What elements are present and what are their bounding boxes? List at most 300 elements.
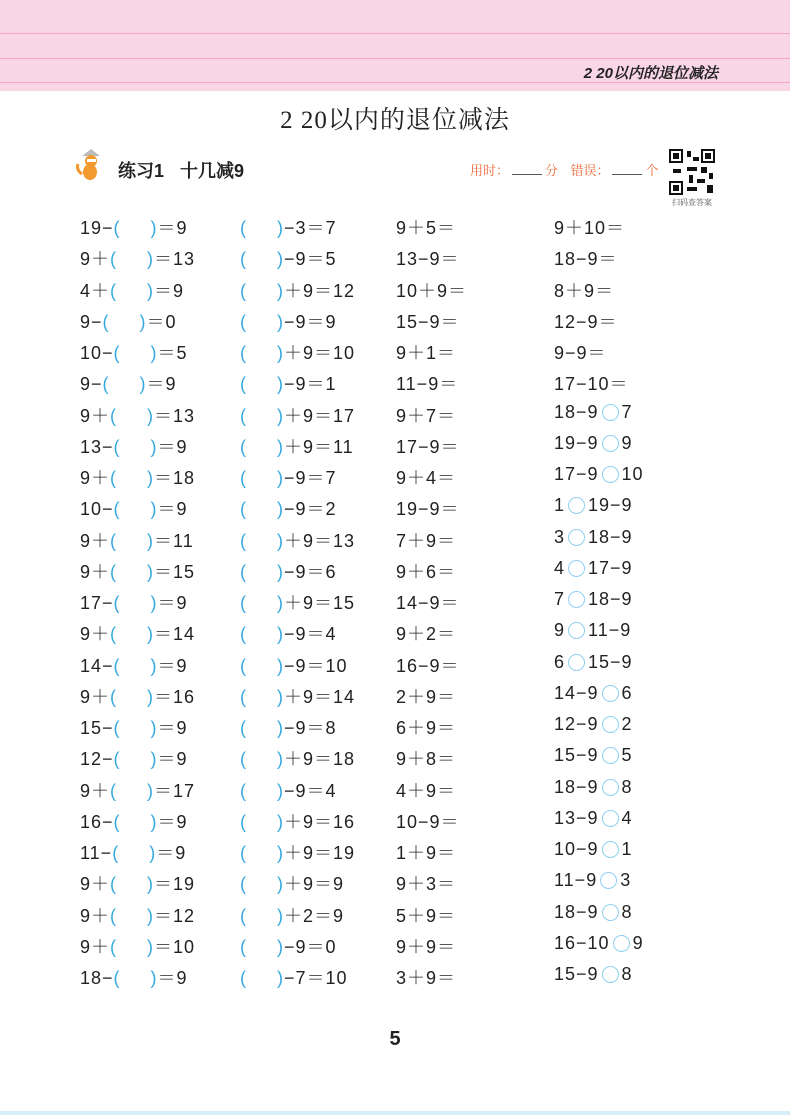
- open-paren: (: [240, 624, 247, 645]
- open-paren: (: [110, 905, 118, 926]
- close-paren: ): [277, 218, 284, 238]
- close-paren: ): [277, 624, 284, 645]
- answer-blank[interactable]: [240, 249, 284, 269]
- problem-prefix: 9＋: [80, 530, 111, 551]
- answer-blank[interactable]: [240, 906, 284, 926]
- problem-suffix: ＝14: [154, 624, 196, 645]
- problem-compute: 9＋3＝: [396, 874, 457, 895]
- problem-suffix: ＋9＝11: [284, 436, 354, 457]
- problem-row: [0, 527, 790, 555]
- problem-row: [0, 495, 790, 523]
- compare-circle[interactable]: [602, 904, 619, 921]
- problem-right: 3: [620, 870, 632, 891]
- close-paren: ): [277, 968, 284, 988]
- answer-blank[interactable]: [240, 437, 284, 457]
- problem-suffix: −9＝0: [284, 936, 337, 957]
- close-paren: ): [150, 218, 158, 238]
- problem-left: 16−10: [554, 932, 610, 953]
- problem-suffix: ＝9: [157, 436, 188, 457]
- answer-blank[interactable]: [110, 687, 154, 707]
- compare-circle[interactable]: [602, 404, 619, 421]
- problem-row: [0, 214, 790, 242]
- open-paren: (: [240, 468, 247, 488]
- compare-circle[interactable]: [568, 591, 585, 608]
- problem-suffix: −9＝4: [284, 624, 337, 645]
- problem-missing-addend: [80, 745, 188, 771]
- open-paren: (: [240, 811, 247, 832]
- answer-blank[interactable]: [110, 874, 154, 894]
- open-paren: (: [240, 374, 247, 395]
- problem-left: 12−9＝: [554, 311, 618, 332]
- problem-compare: [554, 589, 633, 610]
- problem-right: 17−9: [588, 557, 633, 578]
- problem-right: 18−9: [588, 526, 633, 547]
- problem-prefix: 9＋: [80, 686, 111, 707]
- problem-suffix: ＋9＝14: [284, 686, 356, 707]
- close-paren: ): [277, 249, 284, 270]
- problem-prefix: 9−: [80, 374, 103, 395]
- problem-compute: 11−9＝: [396, 374, 459, 395]
- problem-compute: 9＋4＝: [396, 468, 457, 488]
- problem-suffix: ＋9＝18: [284, 749, 356, 770]
- answer-blank[interactable]: [110, 531, 154, 551]
- close-paren: ): [147, 280, 155, 301]
- problem-prefix: 9＋: [80, 780, 111, 801]
- problem-suffix: ＝9: [156, 843, 187, 863]
- problem-suffix: ＋9＝13: [284, 530, 356, 551]
- close-paren: ): [147, 530, 155, 551]
- problem-right: 8: [621, 901, 633, 922]
- problem-row: [0, 745, 790, 773]
- problem-missing-addend: [80, 464, 195, 490]
- compare-circle[interactable]: [568, 529, 585, 546]
- problem-compare: [554, 308, 618, 334]
- problem-compare: [554, 402, 633, 423]
- answer-blank[interactable]: [240, 531, 284, 551]
- compare-circle[interactable]: [600, 872, 617, 889]
- compare-circle[interactable]: [602, 966, 619, 983]
- problem-right: 1: [621, 839, 633, 859]
- problem-suffix: ＝0: [146, 311, 177, 332]
- problem-row: [0, 339, 790, 367]
- problem-compute: 17−9＝: [396, 436, 460, 457]
- problem-missing-addend: [80, 370, 177, 396]
- close-paren: ): [277, 655, 284, 676]
- problem-suffix: ＋9＝16: [284, 811, 356, 832]
- close-paren: ): [277, 280, 284, 301]
- page-number: 5: [389, 1028, 401, 1050]
- problem-prefix: 9＋: [80, 936, 111, 957]
- problem-suffix: ＋9＝15: [284, 593, 356, 613]
- problem-suffix: ＝19: [154, 874, 196, 895]
- problem-suffix: ＋9＝19: [284, 843, 356, 863]
- problem-right: 7: [621, 401, 633, 422]
- open-paren: (: [113, 343, 121, 363]
- answer-blank[interactable]: [114, 749, 158, 769]
- problem-suffix: ＝9: [157, 218, 188, 238]
- problem-compare: [554, 870, 631, 891]
- open-paren: (: [113, 436, 121, 457]
- problem-compute: 9＋7＝: [396, 405, 457, 426]
- problem-prefix: 9＋: [80, 874, 111, 895]
- answer-blank[interactable]: [103, 374, 147, 394]
- problem-suffix: ＝9: [154, 280, 185, 301]
- compare-circle[interactable]: [568, 654, 585, 671]
- exercise-title: 练习1 十几减9: [118, 161, 245, 181]
- problem-prefix: 10−: [80, 343, 114, 363]
- problem-compare: [554, 214, 625, 240]
- problem-row: [0, 808, 790, 836]
- problem-right: 8: [621, 776, 633, 797]
- problem-suffix: ＝9: [157, 968, 188, 988]
- problem-compare: [554, 839, 633, 860]
- problem-prefix: 10−: [80, 499, 114, 520]
- open-paren: (: [113, 749, 121, 770]
- problem-missing-start: [240, 808, 355, 834]
- open-paren: (: [112, 843, 120, 863]
- open-paren: (: [240, 530, 247, 551]
- compare-circle[interactable]: [602, 466, 619, 483]
- answer-blank[interactable]: [240, 374, 284, 394]
- problem-row: [0, 714, 790, 742]
- problem-compute: 2＋9＝: [396, 686, 457, 707]
- problem-compute: 19−9＝: [396, 499, 460, 520]
- problem-row: [0, 620, 790, 648]
- answer-blank[interactable]: [114, 343, 158, 363]
- close-paren: ): [277, 780, 284, 801]
- answer-blank[interactable]: [114, 593, 158, 613]
- problem-compare: [554, 370, 629, 396]
- close-paren: ): [277, 593, 284, 613]
- answer-blank[interactable]: [114, 656, 158, 676]
- compare-circle[interactable]: [568, 622, 585, 639]
- problem-left: 11−9: [554, 870, 598, 891]
- problem-compare: [554, 808, 633, 829]
- close-paren: ): [150, 593, 158, 613]
- open-paren: (: [110, 686, 118, 707]
- compare-circle[interactable]: [602, 810, 619, 827]
- answer-blank[interactable]: [240, 843, 284, 863]
- problem-missing-addend: [80, 933, 195, 959]
- close-paren: ): [277, 374, 284, 395]
- problem-missing-addend: [80, 339, 188, 365]
- compare-circle[interactable]: [602, 685, 619, 702]
- problem-compute: 13−9＝: [396, 249, 460, 270]
- problem-prefix: 11−: [80, 843, 113, 863]
- problem-suffix: ＝18: [154, 468, 196, 488]
- close-paren: ): [277, 936, 284, 957]
- page-title: 2 20以内的退位减法: [280, 107, 510, 134]
- problem-suffix: −9＝2: [284, 499, 337, 520]
- answer-blank[interactable]: [240, 749, 284, 769]
- problem-missing-addend: [80, 527, 194, 553]
- problem-prefix: 9＋: [80, 905, 111, 926]
- close-paren: ): [150, 343, 158, 363]
- problem-missing-addend: [80, 245, 195, 271]
- problem-missing-start: [240, 870, 344, 896]
- problem-compute: 5＋9＝: [396, 905, 457, 926]
- problem-missing-start: [240, 339, 355, 365]
- problem-row: [0, 870, 790, 898]
- answer-blank[interactable]: [110, 781, 154, 801]
- answer-blank[interactable]: [114, 812, 158, 832]
- problem-row: [0, 558, 790, 586]
- problem-suffix: −9＝1: [284, 374, 337, 395]
- problem-missing-addend: [80, 683, 195, 709]
- close-paren: ): [147, 905, 155, 926]
- close-paren: ): [277, 718, 284, 738]
- problem-missing-start: [240, 902, 344, 928]
- problem-missing-start: [240, 714, 337, 740]
- problem-row: [0, 433, 790, 461]
- compare-circle[interactable]: [602, 841, 619, 858]
- problem-missing-start: [240, 277, 355, 303]
- problem-prefix: 4＋: [80, 280, 111, 301]
- problem-missing-addend: [80, 402, 195, 428]
- problem-right: 8: [621, 964, 633, 984]
- problem-compare: [554, 683, 633, 704]
- problem-compute: 9＋1＝: [396, 343, 457, 363]
- compare-circle[interactable]: [613, 935, 630, 952]
- time-blank[interactable]: [512, 162, 542, 175]
- open-paren: (: [102, 311, 110, 332]
- answer-blank[interactable]: [114, 499, 158, 519]
- problem-prefix: 9＋: [80, 561, 111, 582]
- open-paren: (: [240, 311, 247, 332]
- close-paren: ): [150, 436, 158, 457]
- answer-blank[interactable]: [112, 843, 156, 863]
- problem-missing-start: [240, 495, 337, 521]
- problem-right: 10: [621, 464, 644, 484]
- problem-right: 2: [621, 714, 633, 734]
- problem-compare: [554, 652, 633, 673]
- answer-blank[interactable]: [114, 437, 158, 457]
- problem-missing-addend: [80, 714, 188, 740]
- problem-suffix: ＝9: [146, 374, 177, 395]
- problem-row: [0, 245, 790, 273]
- problem-compute: 6＋9＝: [396, 718, 457, 738]
- problem-missing-start: [240, 683, 355, 709]
- problem-compute: 10＋9＝: [396, 280, 468, 301]
- problem-compare: [554, 339, 607, 365]
- problem-prefix: 9＋: [80, 468, 111, 488]
- open-paren: (: [240, 436, 247, 457]
- answer-blank[interactable]: [110, 937, 154, 957]
- problem-missing-start: [240, 620, 337, 646]
- close-paren: ): [139, 374, 147, 395]
- open-paren: (: [110, 624, 118, 645]
- close-paren: ): [149, 843, 157, 863]
- compare-circle[interactable]: [602, 779, 619, 796]
- problem-left: 18−9: [554, 776, 599, 797]
- problem-right: 6: [621, 682, 633, 703]
- problem-row: [0, 933, 790, 961]
- problem-missing-start: [240, 308, 337, 334]
- compare-circle[interactable]: [568, 560, 585, 577]
- open-paren: (: [110, 780, 118, 801]
- close-paren: ): [277, 905, 284, 926]
- open-paren: (: [113, 718, 121, 738]
- header-band: [0, 0, 790, 91]
- problem-suffix: ＋9＝10: [284, 343, 356, 363]
- problem-compare: [554, 933, 644, 954]
- qr-code-icon[interactable]: [669, 149, 715, 195]
- problem-prefix: 13−: [80, 436, 114, 457]
- problem-row: [0, 589, 790, 617]
- problem-missing-addend: [80, 808, 188, 834]
- problem-row: [0, 277, 790, 305]
- problem-prefix: 9＋: [80, 249, 111, 270]
- problem-right: 9: [632, 932, 644, 953]
- close-paren: ): [277, 468, 284, 488]
- problem-compute: 16−9＝: [396, 655, 460, 676]
- problem-missing-addend: [80, 902, 195, 928]
- open-paren: (: [110, 405, 118, 426]
- answer-blank[interactable]: [240, 874, 284, 894]
- answer-blank[interactable]: [240, 593, 284, 613]
- problem-left: 8＋9＝: [554, 280, 615, 301]
- close-paren: ): [277, 561, 284, 582]
- problem-missing-addend: [80, 214, 188, 240]
- answer-blank[interactable]: [240, 312, 284, 332]
- open-paren: (: [240, 499, 247, 520]
- answer-blank[interactable]: [240, 406, 284, 426]
- problem-compute: 9＋8＝: [396, 749, 457, 770]
- problem-left: 7: [554, 589, 566, 609]
- open-paren: (: [113, 655, 121, 676]
- problem-left: 17−10＝: [554, 374, 629, 395]
- problem-left: 18−9: [554, 901, 599, 922]
- answer-blank[interactable]: [110, 249, 154, 269]
- problem-compute: 4＋9＝: [396, 780, 457, 801]
- answer-blank[interactable]: [240, 562, 284, 582]
- problem-suffix: −9＝4: [284, 780, 337, 801]
- problem-prefix: 17−: [80, 593, 114, 613]
- problem-missing-addend: [80, 589, 188, 615]
- answer-blank[interactable]: [110, 906, 154, 926]
- answer-blank[interactable]: [114, 718, 158, 738]
- open-paren: (: [113, 499, 121, 520]
- open-paren: (: [113, 218, 121, 238]
- open-paren: (: [240, 655, 247, 676]
- problem-suffix: −9＝5: [284, 249, 337, 270]
- answer-blank[interactable]: [240, 656, 284, 676]
- problem-compute: 1＋9＝: [396, 843, 457, 863]
- problem-compare: [554, 527, 633, 548]
- problem-left: 18−9＝: [554, 249, 618, 270]
- close-paren: ): [150, 499, 158, 520]
- open-paren: (: [110, 936, 118, 957]
- problem-row: [0, 308, 790, 336]
- answer-blank[interactable]: [103, 312, 147, 332]
- problem-missing-start: [240, 402, 355, 428]
- close-paren: ): [277, 343, 284, 363]
- compare-circle[interactable]: [602, 747, 619, 764]
- problem-suffix: ＝9: [157, 718, 188, 738]
- problem-row: [0, 964, 790, 992]
- close-paren: ): [277, 530, 284, 551]
- problem-left: 15−9: [554, 964, 599, 984]
- problem-suffix: −3＝7: [284, 218, 337, 238]
- answer-blank[interactable]: [240, 624, 284, 644]
- problem-right: 5: [621, 745, 633, 766]
- answer-blank[interactable]: [240, 937, 284, 957]
- problem-left: 10−9: [554, 839, 599, 859]
- answer-blank[interactable]: [240, 812, 284, 832]
- answer-blank[interactable]: [240, 781, 284, 801]
- answer-blank[interactable]: [240, 281, 284, 301]
- problem-suffix: −9＝9: [284, 311, 337, 332]
- problem-suffix: −9＝8: [284, 718, 337, 738]
- problem-missing-start: [240, 245, 337, 271]
- close-paren: ): [150, 811, 158, 832]
- close-paren: ): [277, 686, 284, 707]
- problem-missing-start: [240, 214, 337, 240]
- open-paren: (: [240, 780, 247, 801]
- problem-missing-addend: [80, 433, 188, 459]
- open-paren: (: [102, 374, 110, 395]
- compare-circle[interactable]: [602, 716, 619, 733]
- score-fields: 用时： 分 错误： 个: [470, 164, 659, 179]
- problem-missing-start: [240, 558, 337, 584]
- problem-left: 12−9: [554, 714, 599, 734]
- problem-left: 19−9: [554, 432, 599, 453]
- problem-row: [0, 839, 790, 867]
- problem-missing-addend: [80, 777, 195, 803]
- answer-blank[interactable]: [240, 218, 284, 238]
- problem-suffix: ＋9＝9: [284, 874, 345, 895]
- qr-caption: 扫码查答案: [672, 198, 712, 207]
- answer-blank[interactable]: [114, 968, 158, 988]
- open-paren: (: [110, 468, 118, 488]
- error-blank[interactable]: [612, 162, 642, 175]
- problem-left: 4: [554, 557, 566, 578]
- close-paren: ): [147, 874, 155, 895]
- answer-blank[interactable]: [110, 624, 154, 644]
- open-paren: (: [240, 561, 247, 582]
- compare-circle[interactable]: [602, 435, 619, 452]
- problem-compute: 9＋9＝: [396, 936, 457, 957]
- problem-missing-start: [240, 745, 355, 771]
- answer-blank[interactable]: [240, 468, 284, 488]
- problem-suffix: ＝9: [157, 593, 188, 613]
- answer-blank[interactable]: [240, 687, 284, 707]
- problem-missing-start: [240, 589, 355, 615]
- problem-missing-start: [240, 777, 337, 803]
- answer-blank[interactable]: [114, 218, 158, 238]
- problem-compare: [554, 433, 633, 454]
- answer-blank[interactable]: [110, 562, 154, 582]
- open-paren: (: [240, 718, 247, 738]
- problem-row: [0, 370, 790, 398]
- answer-blank[interactable]: [240, 343, 284, 363]
- answer-blank[interactable]: [110, 468, 154, 488]
- problem-compare: [554, 714, 633, 735]
- answer-blank[interactable]: [240, 718, 284, 738]
- problem-compare: [554, 558, 633, 579]
- answer-blank[interactable]: [110, 281, 154, 301]
- answer-blank[interactable]: [240, 499, 284, 519]
- open-paren: (: [240, 593, 247, 613]
- compare-circle[interactable]: [568, 497, 585, 514]
- footer-strip: [0, 1111, 790, 1115]
- problem-missing-addend: [80, 652, 188, 678]
- answer-blank[interactable]: [110, 406, 154, 426]
- open-paren: (: [110, 249, 118, 270]
- problem-suffix: ＝11: [154, 530, 194, 551]
- answer-blank[interactable]: [240, 968, 284, 988]
- close-paren: ): [147, 780, 155, 801]
